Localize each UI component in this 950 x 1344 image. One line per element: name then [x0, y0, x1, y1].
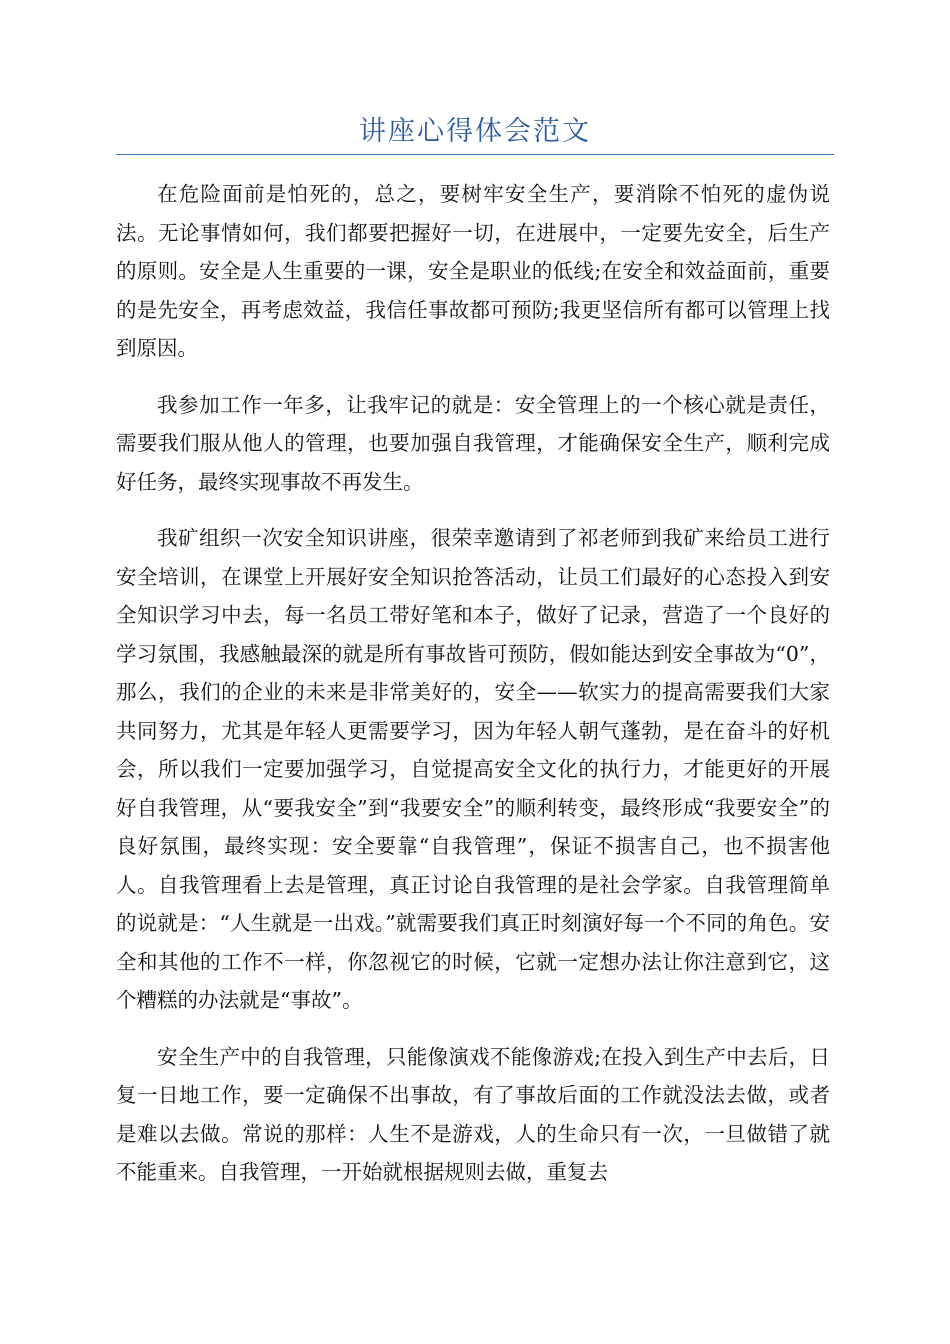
- paragraph: 安全生产中的自我管理，只能像演戏不能像游戏;在投入到生产中去后，日复一日地工作，要一定确保不出事故，有了事故后面的工作就没法去做，或者是难以去做。常说的那样：人生不是游戏，人的生命只有一次，一旦做错了就不能重来。自我管理，一开始就根据规则去做，重复去: [116, 1044, 830, 1184]
- document-body: [116, 175, 830, 1210]
- paragraph: 我矿组织一次安全知识讲座，很荣幸邀请到了祁老师到我矿来给员工进行安全培训，在课堂上开展好安全知识抢答活动，让员工们最好的心态投入到安全知识学习中去，每一名员工带好笔和本子，做好了记录，营造了一个良好的学习氛围，我感触最深的就是所有事故皆可预防，假如能达到安全事故为“0”，那么，我们的企业的未来是非常美好的，安全——软实力的提高需要我们大家共同努力，尤其是年轻人更需要学习，因为年轻人朝气蓬勃，是在奋斗的好机会，所以我们一定要加强学习，自觉提高安全文化的执行力，才能更好的开展好自我管理，从“要我安全”到“我要安全”的顺利转变，最终形成“我要安全”的良好氛围，最终实现：安全要靠“自我管理”，保证不损害自己，也不损害他人。自我管理看上去是管理，真正讨论自我管理的是社会学家。自我管理简单的说就是：“人生就是一出戏。”就需要我们真正时刻演好每一个不同的角色。安全和其他的工作不一样，你忽视它的时候，它就一定想办法让你注意到它，这个糟糕的办法就是“事故”。: [116, 526, 830, 1012]
- document-title: 讲座心得体会范文: [359, 116, 591, 147]
- title-underline: [116, 154, 834, 155]
- paragraph: 在危险面前是怕死的，总之，要树牢安全生产，要消除不怕死的虚伪说法。无论事情如何，我们都要把握好一切，在进展中，一定要先安全，后生产的原则。安全是人生重要的一课，安全是职业的低线;在安全和效益面前，重要的是先安全，再考虑效益，我信任事故都可预防;我更坚信所有都可以管理上找到原因。: [116, 182, 830, 360]
- paragraph: 我参加工作一年多，让我牢记的就是：安全管理上的一个核心就是责任，需要我们服从他人的管理，也要加强自我管理，才能确保安全生产，顺利完成好任务，最终实现事故不再发生。: [116, 392, 830, 494]
